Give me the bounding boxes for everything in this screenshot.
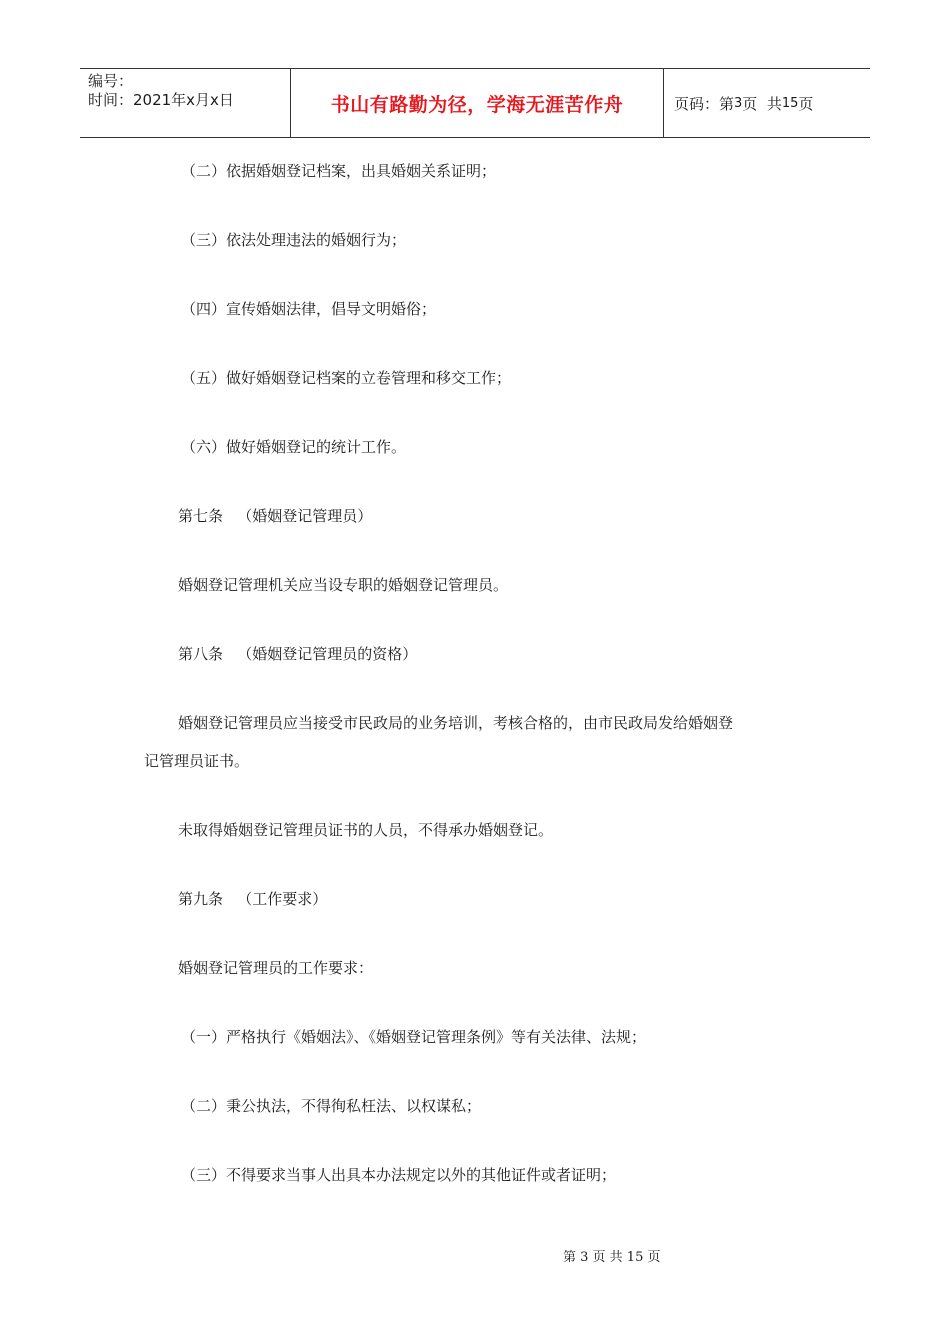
header-page-info bbox=[664, 69, 870, 137]
body-paragraph: （六）做好婚姻登记的统计工作。 bbox=[181, 438, 407, 456]
body-paragraph: 婚姻登记管理机关应当设专职的婚姻登记管理员。 bbox=[178, 576, 509, 594]
document-header bbox=[80, 68, 870, 138]
article-heading: 第七条 （婚姻登记管理员） bbox=[178, 507, 373, 525]
header-motto: 书山有路勤为径，学海无涯苦作舟 bbox=[291, 69, 664, 137]
body-paragraph: 婚姻登记管理员应当接受市民政局的业务培训，考核合格的，由市民政局发给婚姻登 bbox=[178, 714, 734, 732]
body-paragraph-continuation: 记管理员证书。 bbox=[144, 752, 250, 770]
body-paragraph: （五）做好婚姻登记档案的立卷管理和移交工作； bbox=[181, 369, 512, 387]
header-page-number: 3 bbox=[734, 95, 743, 111]
body-paragraph: 婚姻登记管理员的工作要求： bbox=[178, 959, 374, 977]
body-paragraph: （四）宣传婚姻法律，倡导文明婚俗； bbox=[181, 300, 437, 318]
body-paragraph: （一）严格执行《婚姻法》、《婚姻登记管理条例》等有关法律、法规； bbox=[181, 1028, 647, 1046]
body-paragraph: （二）依据婚姻登记档案，出具婚姻关系证明； bbox=[181, 162, 497, 180]
header-number-label: 编号： bbox=[88, 72, 134, 90]
header-date-label: 时间：2021年x月x日 bbox=[88, 91, 234, 109]
header-page-total: 15 bbox=[781, 95, 799, 111]
body-paragraph: （三）不得要求当事人出具本办法规定以外的其他证件或者证明； bbox=[181, 1166, 617, 1184]
article-heading: 第九条 （工作要求） bbox=[178, 890, 328, 908]
footer-page-number: 第 3 页 共 15 页 bbox=[563, 1250, 661, 1265]
header-page-suffix: 页 bbox=[798, 94, 814, 113]
body-paragraph: （三）依法处理违法的婚姻行为； bbox=[181, 231, 407, 249]
header-page-prefix: 页码：第 bbox=[674, 94, 735, 113]
header-page-mid: 页 共 bbox=[742, 94, 782, 113]
article-heading: 第八条 （婚姻登记管理员的资格） bbox=[178, 645, 418, 663]
header-meta-cell bbox=[80, 69, 291, 137]
body-paragraph: （二）秉公执法，不得徇私枉法、以权谋私； bbox=[181, 1097, 482, 1115]
body-paragraph: 未取得婚姻登记管理员证书的人员，不得承办婚姻登记。 bbox=[178, 821, 554, 839]
